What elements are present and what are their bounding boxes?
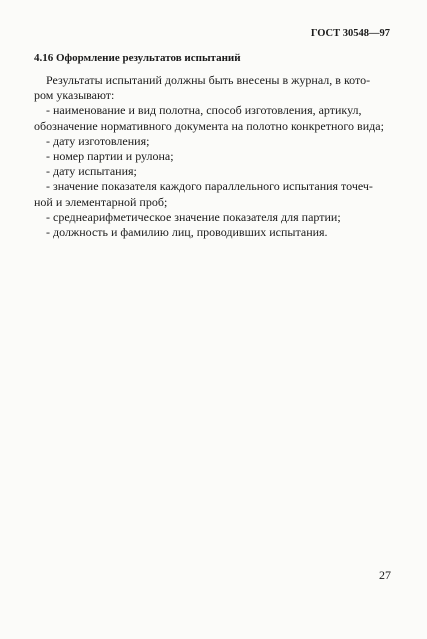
page-number: 27 xyxy=(379,568,391,582)
document-header-standard: ГОСТ 30548—97 xyxy=(310,28,390,39)
list-item-name-type-cont: обозначение нормативного документа на полотно конкретного вида; xyxy=(34,118,384,133)
list-item-parallel-test-value: - значение показателя каждого параллельного испытания точеч- xyxy=(46,179,373,194)
list-item-batch-roll-number: - номер партии и рулона; xyxy=(46,149,174,164)
list-item-batch-mean: - среднеарифметическое значение показателя для партии; xyxy=(46,209,341,224)
list-item-manufacture-date: - дату изготовления; xyxy=(46,133,150,148)
list-item-testers: - должность и фамилию лиц, проводивших испытания. xyxy=(46,225,328,240)
list-item-parallel-test-value-cont: ной и элементарной проб; xyxy=(34,194,168,209)
section-heading: 4.16 Оформление результатов испытаний xyxy=(34,52,241,64)
document-content xyxy=(34,52,392,240)
paragraph-line-intro: Результаты испытаний должны быть внесены в журнал, в кото- xyxy=(46,73,371,87)
paragraph-line-intro-cont: ром указывают: xyxy=(34,88,115,103)
list-item-test-date: - дату испытания; xyxy=(46,164,137,179)
list-item-name-type: - наименование и вид полотна, способ изготовления, артикул, xyxy=(46,103,362,118)
